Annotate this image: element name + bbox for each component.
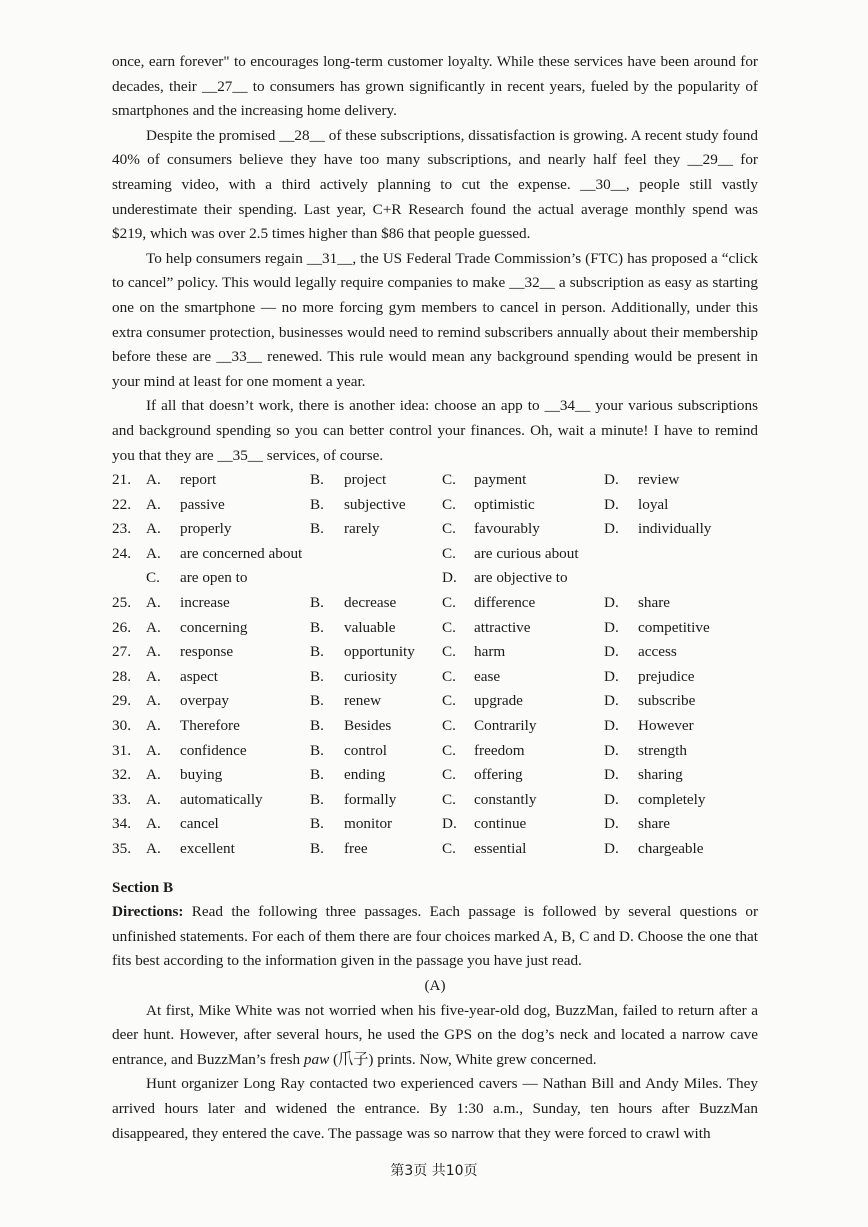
option-d: access	[638, 643, 677, 661]
option-c: optimistic	[474, 495, 535, 513]
option-c: are objective to	[474, 569, 568, 587]
option-d: share	[638, 594, 671, 612]
option-lb: B.	[310, 594, 324, 612]
option-la: A.	[146, 790, 161, 808]
option-c: attractive	[474, 618, 531, 636]
option-lb: B.	[310, 766, 324, 784]
option-num: 22.	[112, 495, 131, 513]
option-num: 32.	[112, 766, 131, 784]
option-d: However	[638, 717, 694, 735]
option-lb: B.	[310, 471, 324, 489]
option-c: offering	[474, 766, 523, 784]
page-footer: 第3页 共10页	[390, 1163, 478, 1179]
option-d: completely	[638, 790, 706, 808]
option-b: free	[344, 840, 368, 857]
option-a: overpay	[180, 692, 229, 710]
option-lc: C.	[442, 741, 456, 759]
option-lc: C.	[442, 544, 456, 562]
option-lb: B.	[310, 520, 324, 538]
option-row	[112, 566, 758, 591]
option-row	[112, 689, 758, 714]
passage-paragraph-2: Despite the promised __28__ of these subscriptions, dissatisfaction is growing. A recent study found 40% of consumers believe they have too many subscriptions, and nearly half feel they __29__ for streaming video, with a third actively planning to cut the expense. __30__, people still vastly underestimate their spending. Last year, C+R Research found the actual average monthly spend was $219, which was over 2.5 times higher than $86 that people guessed.	[112, 126, 758, 243]
option-d: competitive	[638, 618, 710, 636]
option-d: prejudice	[638, 667, 695, 685]
option-lb: B.	[310, 643, 324, 661]
option-ld: D.	[604, 667, 619, 685]
option-lc: C.	[442, 717, 456, 735]
option-lc: C.	[442, 667, 456, 685]
option-b: control	[344, 741, 388, 759]
directions	[112, 900, 758, 974]
option-lb: B.	[310, 815, 324, 833]
directions-label: Directions:	[112, 903, 184, 921]
option-num: 33.	[112, 790, 131, 808]
passage-a-title: (A)	[424, 976, 446, 994]
option-b: renew	[344, 692, 382, 710]
option-la: A.	[146, 471, 161, 489]
option-b: subjective	[344, 495, 406, 513]
option-row	[112, 714, 758, 739]
option-c: Contrarily	[474, 717, 537, 735]
passage-a-paragraph-2: Hunt organizer Long Ray contacted two experienced cavers — Nathan Bill and Andy Miles. They arrived hours later and widened the entrance. By 1:30 a.m., Sunday, ten hours after BuzzMan disappeared, they entered the cave. The passage was so narrow that they were forced to crawl with	[112, 1075, 758, 1142]
option-la: A.	[146, 544, 161, 562]
passage-a-p1-text: At first, Mike White was not worried when his five-year-old dog, BuzzMan, failed to return after a deer hunt. However, after several hours, he used the GPS on the dog’s neck and located a narrow cave entrance, and BuzzMan’s fresh	[112, 1001, 758, 1068]
option-lb: B.	[310, 840, 324, 857]
option-lb: B.	[310, 741, 324, 759]
option-d: subscribe	[638, 692, 696, 710]
exam-page	[112, 50, 758, 1146]
option-lb: B.	[310, 495, 324, 513]
option-la: A.	[146, 495, 161, 513]
option-num: 35.	[112, 840, 131, 857]
option-c: are curious about	[474, 544, 579, 562]
option-num: 31.	[112, 741, 131, 759]
option-lc: C.	[442, 520, 456, 538]
passage-paragraph-3: To help consumers regain __31__, the US Federal Trade Commission’s (FTC) has proposed a “click to cancel” policy. This would legally require companies to make __32__ a subscription as easy as starting one on the smartphone — no more forcing gym members to cancel in person. Additionally, under this extra consumer protection, businesses would need to remind subscribers annually about their membership before these are __33__ renewed. This rule would mean any background spending would be present in your mind at least for one moment a year.	[112, 249, 758, 390]
option-a: passive	[180, 495, 225, 513]
option-lb: B.	[310, 790, 324, 808]
option-lc: C.	[442, 471, 456, 489]
option-a: properly	[180, 520, 232, 538]
option-a: buying	[180, 766, 223, 784]
option-la: A.	[146, 667, 161, 685]
option-lb: B.	[310, 618, 324, 636]
option-c: favourably	[474, 520, 540, 538]
option-lc: C.	[442, 618, 456, 636]
option-a: Therefore	[180, 717, 240, 735]
option-b: valuable	[344, 618, 396, 636]
option-ld: D.	[604, 840, 619, 857]
option-b: curiosity	[344, 667, 398, 685]
option-ld: D.	[604, 815, 619, 833]
option-c: constantly	[474, 790, 537, 808]
option-a: excellent	[180, 840, 235, 857]
option-c: upgrade	[474, 692, 523, 710]
option-row	[112, 517, 758, 542]
option-la: A.	[146, 520, 161, 538]
passage-a-p1-italic: paw	[303, 1050, 330, 1068]
option-a: are open to	[180, 569, 248, 587]
option-la: A.	[146, 643, 161, 661]
options-list	[112, 468, 758, 862]
option-b: monitor	[344, 815, 393, 833]
option-ld: D.	[604, 618, 619, 636]
directions-text: Read the following three passages. Each passage is followed by several questions or unfinished statements. For each of them there are four choices marked A, B, C and D. Choose the one that fits best according to the information given in the passage you have just read.	[112, 903, 758, 970]
option-la: A.	[146, 692, 161, 710]
option-row	[112, 591, 758, 616]
option-la: A.	[146, 594, 161, 612]
option-lc: D.	[442, 815, 457, 833]
option-a: aspect	[180, 667, 218, 685]
option-a: increase	[180, 594, 230, 612]
option-d: review	[638, 471, 680, 489]
option-row	[112, 788, 758, 813]
option-b: formally	[344, 790, 397, 808]
option-lb: B.	[310, 717, 324, 735]
option-d: chargeable	[638, 840, 704, 857]
option-c: payment	[474, 471, 527, 489]
option-lc: C.	[442, 790, 456, 808]
option-row	[112, 665, 758, 690]
option-a: response	[180, 643, 234, 661]
option-lc: C.	[442, 495, 456, 513]
option-row	[112, 812, 758, 837]
option-lc: C.	[442, 840, 456, 857]
option-row	[112, 763, 758, 788]
passage-paragraph-4: If all that doesn’t work, there is another idea: choose an app to __34__ your various subscriptions and background spending so you can better control your finances. Oh, wait a minute! I have to remind you that they are __35__ services, of course.	[112, 397, 758, 464]
option-ld: D.	[604, 471, 619, 489]
option-d: individually	[638, 520, 712, 538]
option-c: difference	[474, 594, 536, 612]
option-d: sharing	[638, 766, 683, 784]
option-lb: B.	[310, 667, 324, 685]
passage-paragraph-1: once, earn forever" to encourages long-term customer loyalty. While these services have been around for decades, their __27__ to consumers has grown significantly in recent years, fueled by the popularity of smartphones and the increasing home delivery.	[112, 53, 758, 120]
option-num: 29.	[112, 692, 131, 710]
option-ld: D.	[604, 766, 619, 784]
option-ld: D.	[604, 520, 619, 538]
option-row	[112, 542, 758, 567]
option-lc: C.	[442, 643, 456, 661]
option-b: decrease	[344, 594, 397, 612]
option-b: Besides	[344, 717, 392, 735]
option-row	[112, 616, 758, 641]
option-ld: D.	[604, 594, 619, 612]
option-ld: D.	[604, 495, 619, 513]
option-num: 28.	[112, 667, 131, 685]
option-c: ease	[474, 667, 501, 685]
option-row	[112, 468, 758, 493]
option-c: continue	[474, 815, 527, 833]
option-la: A.	[146, 741, 161, 759]
option-row	[112, 837, 758, 862]
option-b: project	[344, 471, 387, 489]
option-lc: D.	[442, 569, 457, 587]
option-d: share	[638, 815, 671, 833]
option-b: rarely	[344, 520, 380, 538]
option-num: 21.	[112, 471, 131, 489]
option-num: 27.	[112, 643, 131, 661]
option-la: A.	[146, 766, 161, 784]
option-c: harm	[474, 643, 506, 661]
option-row	[112, 739, 758, 764]
option-la: A.	[146, 815, 161, 833]
option-b: opportunity	[344, 643, 415, 661]
option-a: are concerned about	[180, 544, 303, 562]
option-lc: C.	[442, 594, 456, 612]
option-num: 23.	[112, 520, 131, 538]
option-a: report	[180, 471, 217, 489]
option-la: C.	[146, 569, 160, 587]
option-c: freedom	[474, 741, 525, 759]
option-num: 24.	[112, 544, 131, 562]
section-b-title: Section B	[112, 878, 174, 896]
option-ld: D.	[604, 692, 619, 710]
option-a: confidence	[180, 741, 247, 759]
option-c: essential	[474, 840, 527, 857]
option-d: strength	[638, 741, 687, 759]
option-num: 25.	[112, 594, 131, 612]
option-row	[112, 493, 758, 518]
option-ld: D.	[604, 790, 619, 808]
option-la: A.	[146, 717, 161, 735]
option-ld: D.	[604, 741, 619, 759]
option-b: ending	[344, 766, 386, 784]
option-num: 26.	[112, 618, 131, 636]
option-lb: B.	[310, 692, 324, 710]
option-a: cancel	[180, 815, 219, 833]
option-num: 30.	[112, 717, 131, 735]
option-ld: D.	[604, 717, 619, 735]
passage-a-paragraph-1	[112, 999, 758, 1073]
option-num: 34.	[112, 815, 131, 833]
option-a: automatically	[180, 790, 263, 808]
option-la: A.	[146, 840, 161, 857]
passage-a-p1-text-end: (爪子) prints. Now, White grew concerned.	[329, 1050, 597, 1068]
option-d: loyal	[638, 495, 669, 513]
option-row	[112, 640, 758, 665]
option-lc: C.	[442, 692, 456, 710]
option-a: concerning	[180, 618, 248, 636]
option-lc: C.	[442, 766, 456, 784]
option-ld: D.	[604, 643, 619, 661]
option-la: A.	[146, 618, 161, 636]
